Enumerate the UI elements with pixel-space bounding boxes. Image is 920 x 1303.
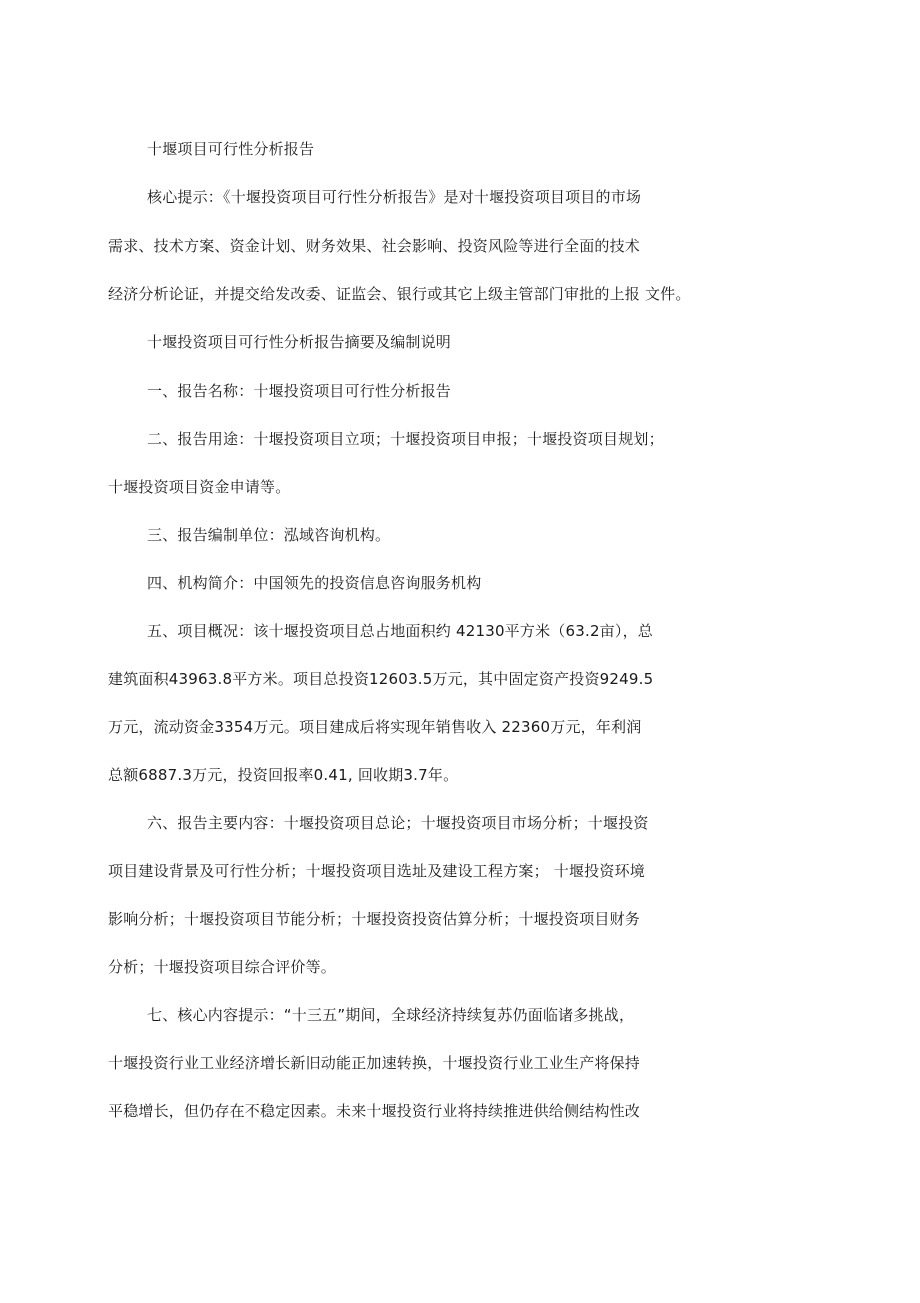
section-heading: 十堰投资项目可行性分析报告摘要及编制说明 (147, 333, 452, 351)
text-line: 五、项目概况：该十堰投资项目总占地面积约 42130平方米（63.2亩），总 (147, 622, 653, 640)
document-title: 十堰项目可行性分析报告 (147, 140, 315, 158)
text-line: 影响分析；十堰投资项目节能分析；十堰投资投资估算分析；十堰投资项目财务 (108, 910, 641, 928)
text-line: 经济分析论证，并提交给发改委、证监会、银行或其它上级主管部门审批的上报 文件。 (108, 285, 691, 303)
text-line: 二、报告用途：十堰投资项目立项；十堰投资项目申报；十堰投资项目规划； (147, 430, 664, 448)
text-line: 万元，流动资金3354万元。项目建成后将实现年销售收入 22360万元，年利润 (108, 718, 642, 736)
text-line: 七、核心内容提示：“十三五”期间，全球经济持续复苏仍面临诸多挑战， (147, 1006, 635, 1024)
text-line: 十堰投资行业工业经济增长新旧动能正加速转换，十堰投资行业工业生产将保持 (108, 1054, 641, 1072)
text-line: 六、报告主要内容：十堰投资项目总论；十堰投资项目市场分析；十堰投资 (147, 814, 649, 832)
text-line: 分析；十堰投资项目综合评价等。 (108, 958, 337, 976)
text-line: 三、报告编制单位：泓域咨询机构。 (147, 526, 391, 544)
text-line: 一、报告名称：十堰投资项目可行性分析报告 (147, 382, 452, 400)
text-line: 需求、技术方案、资金计划、财务效果、社会影响、投资风险等进行全面的技术 (108, 237, 641, 255)
text-line: 核心提示：《十堰投资项目可行性分析报告》是对十堰投资项目项目的市场 (147, 188, 642, 206)
text-line: 建筑面积43963.8平方米。项目总投资12603.5万元，其中固定资产投资9249.5 (108, 670, 654, 688)
text-line: 四、机构简介：中国领先的投资信息咨询服务机构 (147, 574, 482, 592)
text-line: 平稳增长，但仍存在不稳定因素。未来十堰投资行业将持续推进供给侧结构性改 (108, 1102, 641, 1120)
text-line: 总额6887.3万元，投资回报率0.41, 回收期3.7年。 (108, 766, 459, 784)
text-line: 十堰投资项目资金申请等。 (108, 478, 291, 496)
text-line: 项目建设背景及可行性分析；十堰投资项目选址及建设工程方案； 十堰投资环境 (108, 862, 645, 880)
